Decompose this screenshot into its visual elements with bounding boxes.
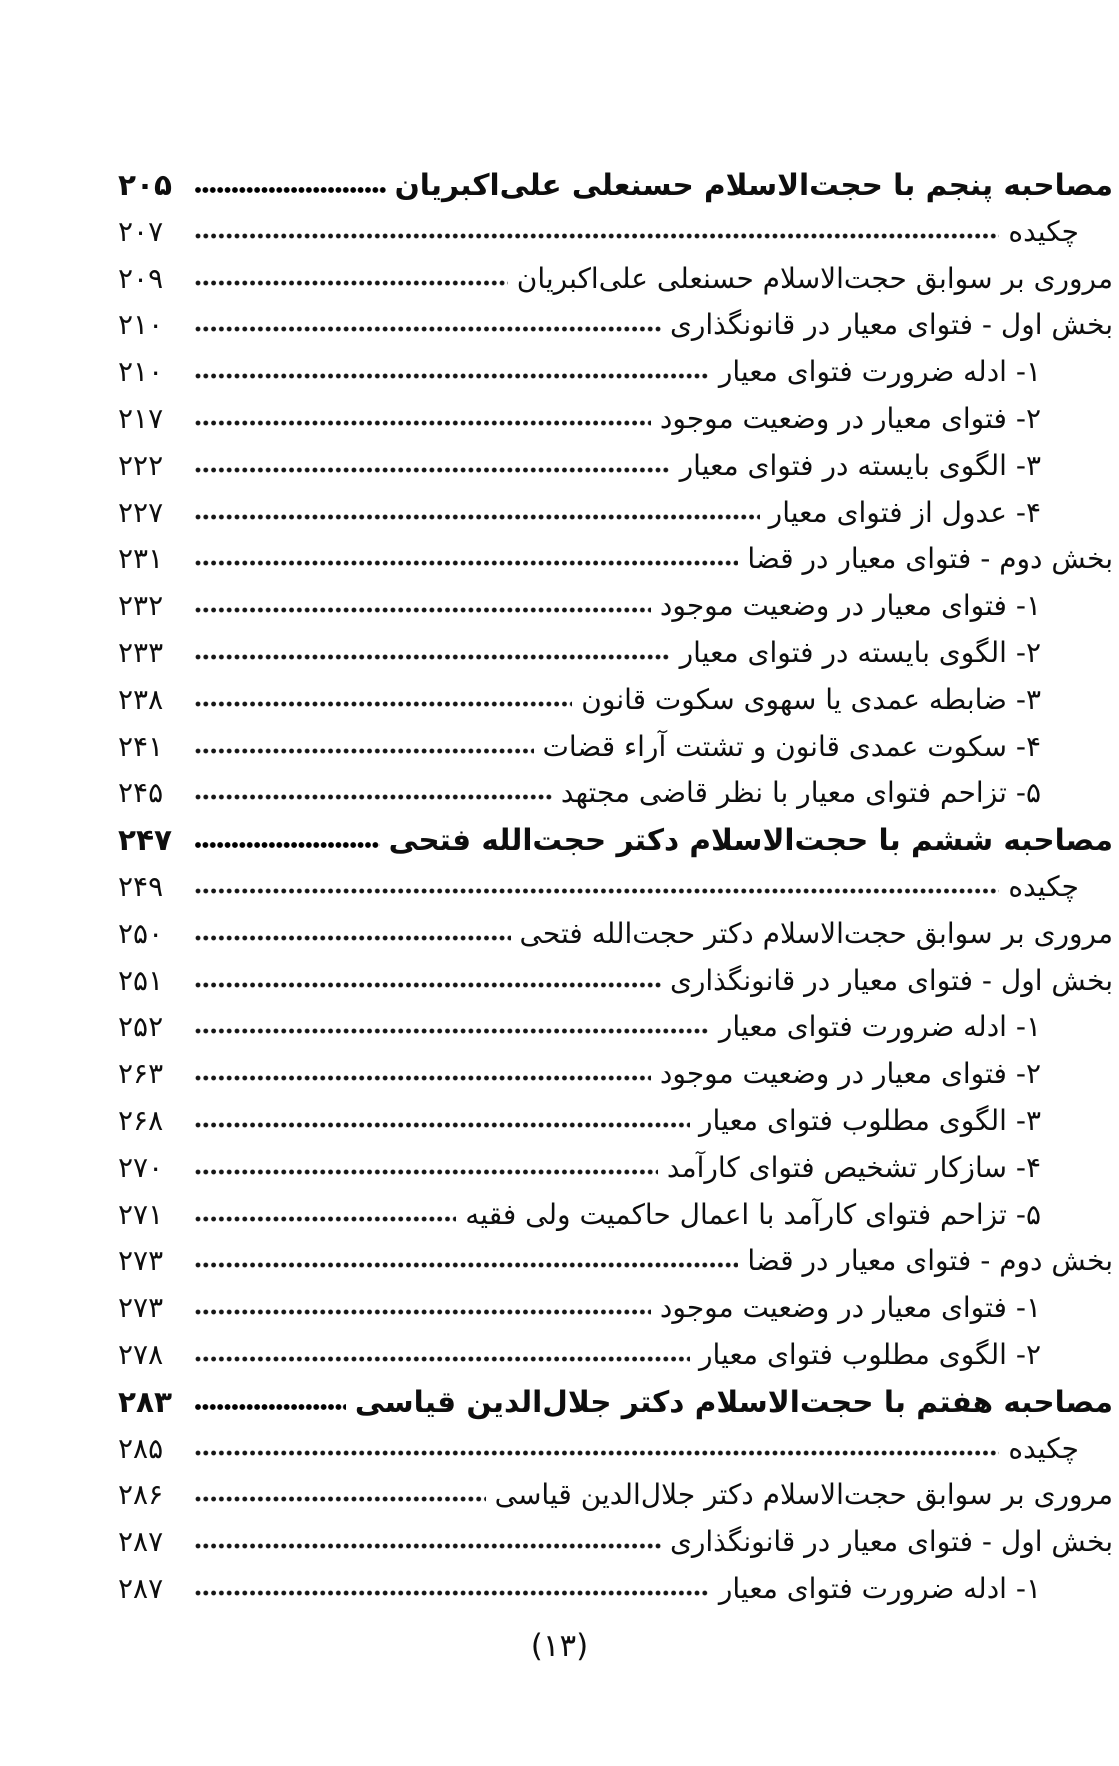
toc-entry-page-number: ۲۴۵	[118, 776, 164, 810]
toc-entry-page-number: ۲۸۷	[118, 1525, 164, 1559]
dot-leader	[195, 888, 999, 894]
dot-leader	[195, 1590, 710, 1596]
toc-entry-title: مصاحبه ششم با حجت‌الاسلام دکتر حجت‌الله فتحی	[388, 823, 1113, 858]
toc-entry-page-number: ۲۶۳	[118, 1057, 164, 1091]
toc-row	[118, 870, 1113, 917]
toc-row	[118, 1198, 1113, 1245]
toc-row	[118, 636, 1113, 683]
toc-entry-title: ۵- تزاحم فتوای معیار با نظر قاضی مجتهد	[560, 776, 1041, 810]
toc-row	[118, 355, 1113, 402]
toc-entry-page-number: ۲۶۸	[118, 1103, 164, 1137]
toc-row	[118, 215, 1113, 262]
dot-leader	[195, 701, 572, 707]
toc-entry-title: ۲- الگوی مطلوب فتوای معیار	[699, 1337, 1041, 1371]
toc-entry-title: ۳- ضابطه عمدی یا سهوی سکوت قانون	[581, 682, 1041, 716]
toc-row	[118, 496, 1113, 543]
toc-entry-title: ۲- فتوای معیار در وضعیت موجود	[659, 401, 1041, 435]
toc-entry-title: بخش اول - فتوای معیار در قانونگذاری	[669, 963, 1113, 997]
toc-row	[118, 589, 1113, 636]
dot-leader	[195, 1496, 486, 1502]
toc-entry-page-number: ۲۱۰	[118, 355, 164, 389]
dot-leader	[195, 1075, 651, 1081]
dot-leader	[195, 373, 710, 379]
toc-row	[118, 730, 1113, 777]
toc-row	[118, 1010, 1113, 1057]
dot-leader	[195, 326, 661, 332]
toc-row	[118, 168, 1113, 215]
toc-entry-title: ۱- فتوای معیار در وضعیت موجود	[659, 589, 1041, 623]
toc-entry-title: بخش اول - فتوای معیار در قانونگذاری	[669, 1525, 1113, 1559]
dot-leader	[195, 654, 671, 660]
toc-entry-page-number: ۲۸۵	[118, 1431, 164, 1465]
toc-entry-page-number: ۲۵۲	[118, 1010, 164, 1044]
toc-row	[118, 1385, 1113, 1432]
toc-entry-page-number: ۲۷۳	[118, 1291, 164, 1325]
dot-leader	[195, 514, 760, 520]
dot-leader	[195, 187, 386, 193]
toc-entry-title: ۱- فتوای معیار در وضعیت موجود	[659, 1291, 1041, 1325]
toc-entry-page-number: ۲۳۲	[118, 589, 164, 623]
toc-entry-page-number: ۲۰۵	[118, 168, 173, 202]
toc-row	[118, 917, 1113, 964]
dot-leader	[195, 560, 738, 566]
toc-row	[118, 308, 1113, 355]
dot-leader	[195, 280, 508, 286]
toc-entry-title: ۱- ادله ضرورت فتوای معیار	[718, 1010, 1041, 1044]
toc-entry-title: ۲- فتوای معیار در وضعیت موجود	[659, 1057, 1041, 1091]
dot-leader	[195, 1543, 661, 1549]
dot-leader	[195, 1028, 710, 1034]
toc-entry-title: چکیده	[1008, 1431, 1079, 1465]
toc-entry-title: ۵- تزاحم فتوای کارآمد با اعمال حاکمیت ولی فقیه	[465, 1197, 1041, 1231]
toc-entry-page-number: ۲۸۳	[118, 1384, 173, 1419]
toc-entry-page-number: ۲۳۸	[118, 682, 164, 716]
toc-entry-title: ۴- عدول از فتوای معیار	[768, 495, 1041, 529]
toc-entry-title: بخش اول - فتوای معیار در قانونگذاری	[669, 308, 1113, 342]
dot-leader	[195, 1216, 456, 1222]
dot-leader	[195, 842, 380, 848]
toc-entry-title: چکیده	[1008, 869, 1079, 903]
dot-leader	[195, 1309, 651, 1315]
toc-row	[118, 1057, 1113, 1104]
toc-entry-title: ۳- الگوی بایسته در فتوای معیار	[679, 448, 1041, 482]
toc-entry-page-number: ۲۸۷	[118, 1571, 164, 1605]
toc-row	[118, 1338, 1113, 1385]
toc-row	[118, 1478, 1113, 1525]
dot-leader	[195, 233, 999, 239]
toc-row	[118, 964, 1113, 1011]
toc-entry-page-number: ۲۲۲	[118, 448, 164, 482]
toc-entry-page-number: ۲۵۱	[118, 963, 164, 997]
dot-leader	[195, 467, 671, 473]
table-of-contents	[118, 168, 1113, 1619]
toc-entry-title: چکیده	[1008, 214, 1079, 248]
toc-row	[118, 683, 1113, 730]
toc-entry-title: بخش دوم - فتوای معیار در قضا	[747, 1244, 1113, 1278]
toc-entry-title: بخش دوم - فتوای معیار در قضا	[747, 542, 1113, 576]
toc-entry-page-number: ۲۱۷	[118, 401, 164, 435]
dot-leader	[195, 607, 651, 613]
toc-row	[118, 449, 1113, 496]
toc-row	[118, 1572, 1113, 1619]
toc-entry-page-number: ۲۴۹	[118, 869, 164, 903]
dot-leader	[195, 1262, 738, 1268]
dot-leader	[195, 420, 651, 426]
toc-entry-title: مروری بر سوابق حجت‌الاسلام دکتر جلال‌الدین قیاسی	[494, 1478, 1113, 1512]
toc-entry-page-number: ۲۸۶	[118, 1478, 164, 1512]
toc-entry-page-number: ۲۳۱	[118, 542, 164, 576]
toc-entry-title: مصاحبه هفتم با حجت‌الاسلام دکتر جلال‌الدین قیاسی	[354, 1384, 1113, 1419]
toc-entry-page-number: ۲۴۱	[118, 729, 164, 763]
dot-leader	[195, 794, 552, 800]
toc-row	[118, 402, 1113, 449]
toc-entry-title: ۲- الگوی بایسته در فتوای معیار	[679, 635, 1041, 669]
toc-entry-page-number: ۲۷۱	[118, 1197, 164, 1231]
toc-row	[118, 823, 1113, 870]
toc-row	[118, 1291, 1113, 1338]
toc-row	[118, 262, 1113, 309]
folio-page-number: (۱۳)	[530, 1628, 589, 1664]
toc-entry-title: ۴- سکوت عمدی قانون و تشتت آراء قضات	[542, 729, 1041, 763]
toc-entry-page-number: ۲۴۷	[118, 823, 173, 858]
toc-entry-title: ۱- ادله ضرورت فتوای معیار	[718, 1571, 1041, 1605]
toc-entry-page-number: ۲۰۹	[118, 261, 164, 295]
toc-row	[118, 542, 1113, 589]
toc-entry-page-number: ۲۰۷	[118, 214, 164, 248]
toc-entry-page-number: ۲۲۷	[118, 495, 164, 529]
toc-entry-page-number: ۲۳۳	[118, 635, 164, 669]
toc-entry-page-number: ۲۵۰	[118, 916, 164, 950]
dot-leader	[195, 1122, 690, 1128]
dot-leader	[195, 935, 511, 941]
toc-row	[118, 776, 1113, 823]
toc-row	[118, 1432, 1113, 1479]
dot-leader	[195, 1169, 658, 1175]
toc-entry-title: ۱- ادله ضرورت فتوای معیار	[718, 355, 1041, 389]
toc-entry-page-number: ۲۷۸	[118, 1337, 164, 1371]
toc-row	[118, 1525, 1113, 1572]
toc-entry-title: ۴- سازکار تشخیص فتوای کارآمد	[666, 1150, 1041, 1184]
toc-entry-title: مروری بر سوابق حجت‌الاسلام دکتر حجت‌الله فتحی	[519, 916, 1113, 950]
dot-leader	[195, 1356, 690, 1362]
toc-row	[118, 1151, 1113, 1198]
toc-entry-title: مروری بر سوابق حجت‌الاسلام حسنعلی علی‌اکبریان	[516, 261, 1113, 295]
dot-leader	[195, 1404, 346, 1410]
toc-entry-page-number: ۲۷۰	[118, 1150, 164, 1184]
toc-entry-page-number: ۲۱۰	[118, 308, 164, 342]
dot-leader	[195, 748, 534, 754]
toc-entry-page-number: ۲۷۳	[118, 1244, 164, 1278]
dot-leader	[195, 1450, 999, 1456]
toc-entry-title: مصاحبه پنجم با حجت‌الاسلام حسنعلی علی‌اکبریان	[394, 168, 1113, 202]
dot-leader	[195, 982, 661, 988]
toc-entry-title: ۳- الگوی مطلوب فتوای معیار	[699, 1103, 1041, 1137]
toc-row	[118, 1244, 1113, 1291]
toc-row	[118, 1104, 1113, 1151]
